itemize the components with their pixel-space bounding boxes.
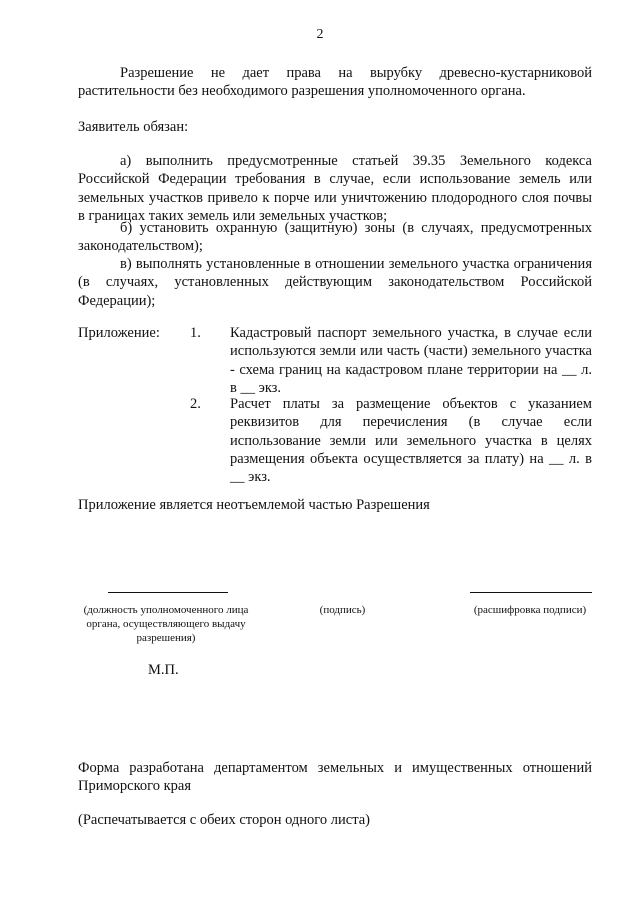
position-signature-line xyxy=(108,592,228,593)
appendix-item-number: 2. xyxy=(190,396,201,412)
form-note: Форма разработана департаментом земельных и имущественных отношений Приморского края xyxy=(78,760,592,795)
name-caption: (расшифровка подписи) xyxy=(473,604,587,616)
appendix-item-1: Кадастровый паспорт земельного участка, в случае если используются земли или часть (части) земельного участка - схема границ на кадастровом плане территории на __ л. в __ экз. xyxy=(230,325,592,396)
print-note: (Распечатывается с обеих сторон одного листа) xyxy=(78,812,370,828)
appendix-item-2: Расчет платы за размещение объектов с указанием реквизитов для перечисления (в случае если использование земли или земельного участка в целях размещения объекта осуществляется за плату) на __ л. в __ экз. xyxy=(230,396,592,486)
page-number: 2 xyxy=(316,27,324,42)
appendix-note: Приложение является неотъемлемой частью Разрешения xyxy=(78,497,430,513)
signature-caption: (подпись) xyxy=(319,604,366,616)
appendix-label: Приложение: xyxy=(78,325,160,341)
obligation-c: в) выполнять установленные в отношении земельного участка ограничения (в случаях, установленных действующим законодательством Российской Федерации); xyxy=(78,256,592,309)
name-signature-line xyxy=(470,592,592,593)
obligation-a: а) выполнить предусмотренные статьей 39.35 Земельного кодекса Российской Федерации требования в случае, если использование земель или земельных участков привело к порче или уничтожению плодородного слоя почвы в границах таких земель или земельных участков; xyxy=(78,153,592,224)
obligations-heading: Заявитель обязан: xyxy=(78,119,189,135)
position-caption: (должность уполномоченного лица органа, осуществляющего выдачу разрешения) xyxy=(83,604,249,644)
permission-paragraph: Разрешение не дает права на вырубку древесно-кустарниковой растительности без необходимого разрешения уполномоченного органа. xyxy=(78,65,592,100)
appendix-item-number: 1. xyxy=(190,325,201,341)
obligation-b: б) установить охранную (защитную) зоны (в случаях, предусмотренных законодательством); xyxy=(78,220,592,255)
stamp-place: М.П. xyxy=(148,662,179,678)
